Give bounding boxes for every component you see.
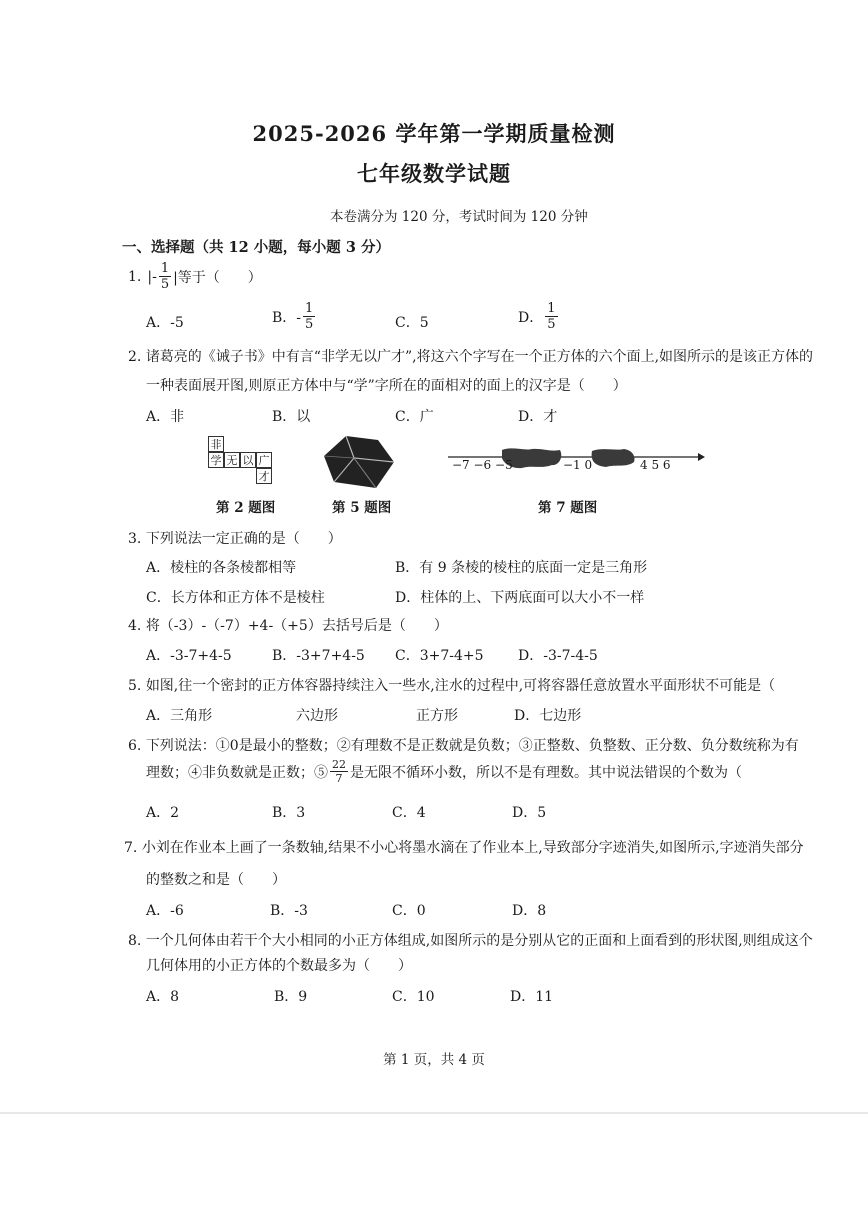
question-7 (124, 837, 804, 857)
net-cell: 无 (224, 452, 240, 468)
exam-title: 2025-2026 学年第一学期质量检测 (252, 121, 616, 146)
option-b[interactable]: B．-3+7+4-5 (272, 648, 365, 664)
option-d[interactable]: D．才 (518, 409, 558, 425)
option-a[interactable]: A．2 (146, 805, 180, 821)
option-d[interactable]: D．柱体的上、下两底面可以大小不一样 (395, 590, 645, 606)
question-text: 一个几何体由若干个大小相同的小正方体组成,如图所示的是分别从它的正面和上面看到的形状图,则组成这个 (145, 933, 813, 949)
number-line-figure (446, 448, 706, 478)
question-5 (128, 675, 775, 695)
question-number: 1. (128, 268, 142, 285)
question-2 (128, 346, 813, 366)
question-4 (128, 615, 448, 635)
question-text: 如图,往一个密封的正方体容器持续注入一些水,注水的过程中,可将容器任意放置水平面形状不可能是（ (145, 678, 776, 694)
net-cell: 才 (256, 468, 272, 484)
question-number: 4. (128, 618, 142, 634)
option-d[interactable]: D．七边形 (514, 708, 582, 724)
option-d[interactable]: D． $\frac{1}{5}$ (518, 301, 556, 332)
option-b[interactable]: 六边形 (296, 708, 338, 724)
fraction: $\frac{22}{7}$ (332, 758, 346, 785)
option-c[interactable]: 正方形 (416, 708, 458, 724)
question-text: |- (147, 268, 157, 285)
option-c[interactable]: C．4 (392, 805, 426, 821)
question-text: 将（-3）-（-7）+4-（+5）去括号后是（ ） (145, 618, 448, 634)
option-d[interactable]: D．11 (510, 989, 554, 1005)
option-a[interactable]: A．三角形 (146, 708, 213, 724)
section-heading: 一、选择题（共 12 小题，每小题 3 分） (122, 239, 390, 256)
option-a[interactable]: A．-5 (146, 315, 184, 331)
ink-blot (592, 449, 635, 467)
question-text: 理数；④非负数就是正数；⑤ $\frac{22}{7}$ 是无限不循环小数，所以不是有理数。其中说法错误的个数为（ (146, 758, 742, 785)
option-a[interactable]: A．-3-7+4-5 (146, 648, 232, 664)
tick-labels: −7 −6 −5 (452, 458, 513, 472)
tick-labels: 4 5 6 (640, 458, 671, 472)
question-number: 3. (128, 531, 142, 547)
option-b[interactable]: B．以 (272, 409, 311, 425)
option-a[interactable]: A．棱柱的各条棱都相等 (146, 560, 297, 576)
exam-info: 本卷满分为 120 分，考试时间为 120 分钟 (330, 209, 588, 225)
tick-labels: −1 0 (563, 458, 593, 472)
option-b[interactable]: B．3 (272, 805, 306, 821)
net-cell: 广 (256, 452, 272, 468)
option-a[interactable]: A．8 (146, 989, 180, 1005)
question-text: |等于（ ） (173, 269, 262, 286)
page-number: 第 1 页，共 4 页 (383, 1052, 485, 1068)
exam-subtitle: 七年级数学试题 (357, 161, 511, 186)
question-text: 一种表面展开图,则原正方体中与“学”字所在的面相对的面上的汉字是（ ） (146, 378, 627, 394)
question-number: 8. (128, 933, 142, 949)
option-c[interactable]: C．5 (395, 315, 429, 331)
option-b[interactable]: B．9 (274, 989, 308, 1005)
option-d[interactable]: D．8 (512, 903, 547, 919)
question-text: 下列说法：①0是最小的整数；②有理数不是正数就是负数；③正整数、负整数、正分数、负分数统称为有 (145, 738, 799, 754)
option-c[interactable]: C．长方体和正方体不是棱柱 (146, 590, 325, 606)
question-number: 2. (128, 349, 142, 365)
net-cell: 以 (240, 452, 256, 468)
figure-caption: 第 7 题图 (538, 500, 598, 516)
question-text: 下列说法一定正确的是（ ） (145, 531, 342, 547)
cube-water-figure (320, 432, 398, 492)
fraction: $\frac{1}{5}$ (547, 301, 556, 332)
option-c[interactable]: C．广 (395, 409, 434, 425)
question-8 (128, 930, 813, 950)
net-cell: 非 (208, 436, 224, 452)
scan-edge-divider (0, 1112, 868, 1114)
option-a[interactable]: A．-6 (146, 903, 184, 919)
question-text: 小刘在作业本上画了一条数轴,结果不小心将墨水滴在了作业本上,导致部分字迹消失,如图所示,字迹消失部分 (141, 840, 804, 856)
fraction: $\frac{1}{5}$ (305, 301, 314, 332)
question-number: 5. (128, 678, 142, 694)
option-d[interactable]: D．5 (512, 805, 547, 821)
question-3 (128, 528, 342, 548)
figure-caption: 第 2 题图 (216, 500, 276, 516)
option-a[interactable]: A．非 (146, 409, 185, 425)
question-number: 7. (124, 840, 138, 856)
cube-net-figure (205, 436, 285, 490)
net-cell: 学 (208, 452, 224, 468)
question-text: 几何体用的小正方体的个数最多为（ ） (146, 958, 412, 974)
option-d[interactable]: D．-3-7-4-5 (518, 648, 598, 664)
question-text: 的整数之和是（ ） (146, 872, 286, 888)
option-c[interactable]: C．10 (392, 989, 435, 1005)
option-b[interactable]: B．-3 (270, 903, 308, 919)
option-c[interactable]: C．0 (392, 903, 426, 919)
option-c[interactable]: C．3+7-4+5 (395, 648, 484, 664)
option-b[interactable]: B．- $\frac{1}{5}$ (272, 301, 314, 332)
question-number: 6. (128, 738, 142, 754)
question-1 (128, 262, 262, 291)
fraction: $\frac{1}{5}$ (160, 261, 170, 292)
option-b[interactable]: B．有 9 条棱的棱柱的底面一定是三角形 (395, 560, 648, 576)
cube-shape (324, 436, 394, 488)
figure-caption: 第 5 题图 (332, 500, 392, 516)
question-6 (128, 735, 799, 755)
question-text: 诸葛亮的《诫子书》中有言“非学无以广才”,将这六个字写在一个正方体的六个面上,如图所示的是该正方体的 (145, 349, 814, 365)
